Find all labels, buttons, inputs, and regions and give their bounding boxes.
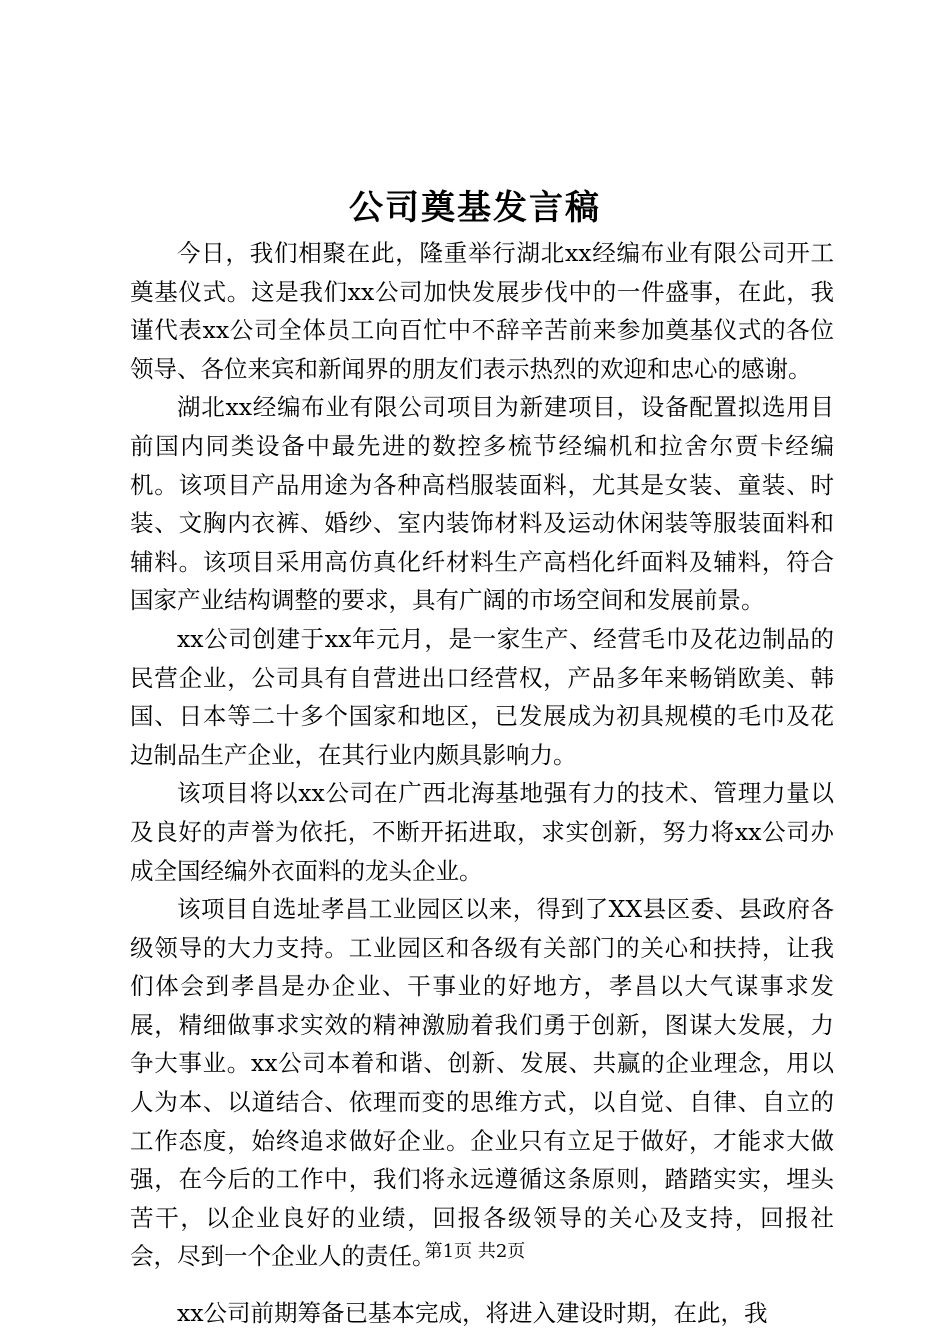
document-title: 公司奠基发言稿 bbox=[349, 188, 601, 228]
paragraph-project-goal: 该项目将以xx公司在广西北海基地强有力的技术、管理力量以及良好的声誉为依托，不断开拓进取，求实创新，努力将xx公司办成全国经编外衣面料的龙头企业。 bbox=[130, 779, 834, 885]
paragraph-company-profile: xx公司创建于xx年元月，是一家生产、经营毛巾及花边制品的民营企业，公司具有自营进出口经营权，产品多年来畅销欧美、韩国、日本等二十多个国家和地区，已发展成为初具规模的毛巾及花边制品生产企业，在其行业内颇具影响力。 bbox=[130, 624, 834, 769]
paragraph-project-intro: 湖北xx经编布业有限公司项目为新建项目，设备配置拟选用目前国内同类设备中最先进的数控多梳节经编机和拉舍尔贾卡经编机。该项目产品用途为各种高档服装面料，尤其是女装、童装、时装、文胸内衣裤、婚纱、室内装饰材料及运动休闲装等服装面料和辅料。该项目采用高仿真化纤材料生产高档化纤面料及辅料，符合国家产业结构调整的要求，具有广阔的市场空间和发展前景。 bbox=[130, 393, 834, 615]
paragraph-preparation: xx公司前期筹备已基本完成，将进入建设时期，在此，我 bbox=[177, 1299, 768, 1328]
paragraph-opening: 今日，我们相聚在此，隆重举行湖北xx经编布业有限公司开工奠基仪式。这是我们xx公司加快发展步伐中的一件盛事，在此，我谨代表xx公司全体员工向百忙中不辞辛苦前来参加奠基仪式的各位领导、各位来宾和新闻界的朋友们表示热烈的欢迎和忠心的感谢。 bbox=[130, 239, 834, 383]
document-body bbox=[130, 234, 834, 1333]
page-number: 第1页 共2页 bbox=[424, 1241, 526, 1262]
paragraph-local-support: 该项目自选址孝昌工业园区以来，得到了XX县区委、县政府各级领导的大力支持。工业园区和各级有关部门的关心和扶持，让我们体会到孝昌是办企业、干事业的好地方，孝昌以大气谋事求发展，精细做事求实效的精神激励着我们勇于创新，图谋大发展，力争大事业。xx公司本着和谐、创新、发展、共赢的企业理念，用以人为本、以道结合、依理而变的思维方式，以自觉、自律、自立的工作态度，始终追求做好企业。企业只有立足于做好，才能求大做强，在今后的工作中，我们将永远遵循这条原则，踏踏实实，埋头苦干，以企业良好的业绩，回报各级领导的关心及支持，回报社会，尽到一个企业人的责任。 bbox=[130, 895, 834, 1271]
